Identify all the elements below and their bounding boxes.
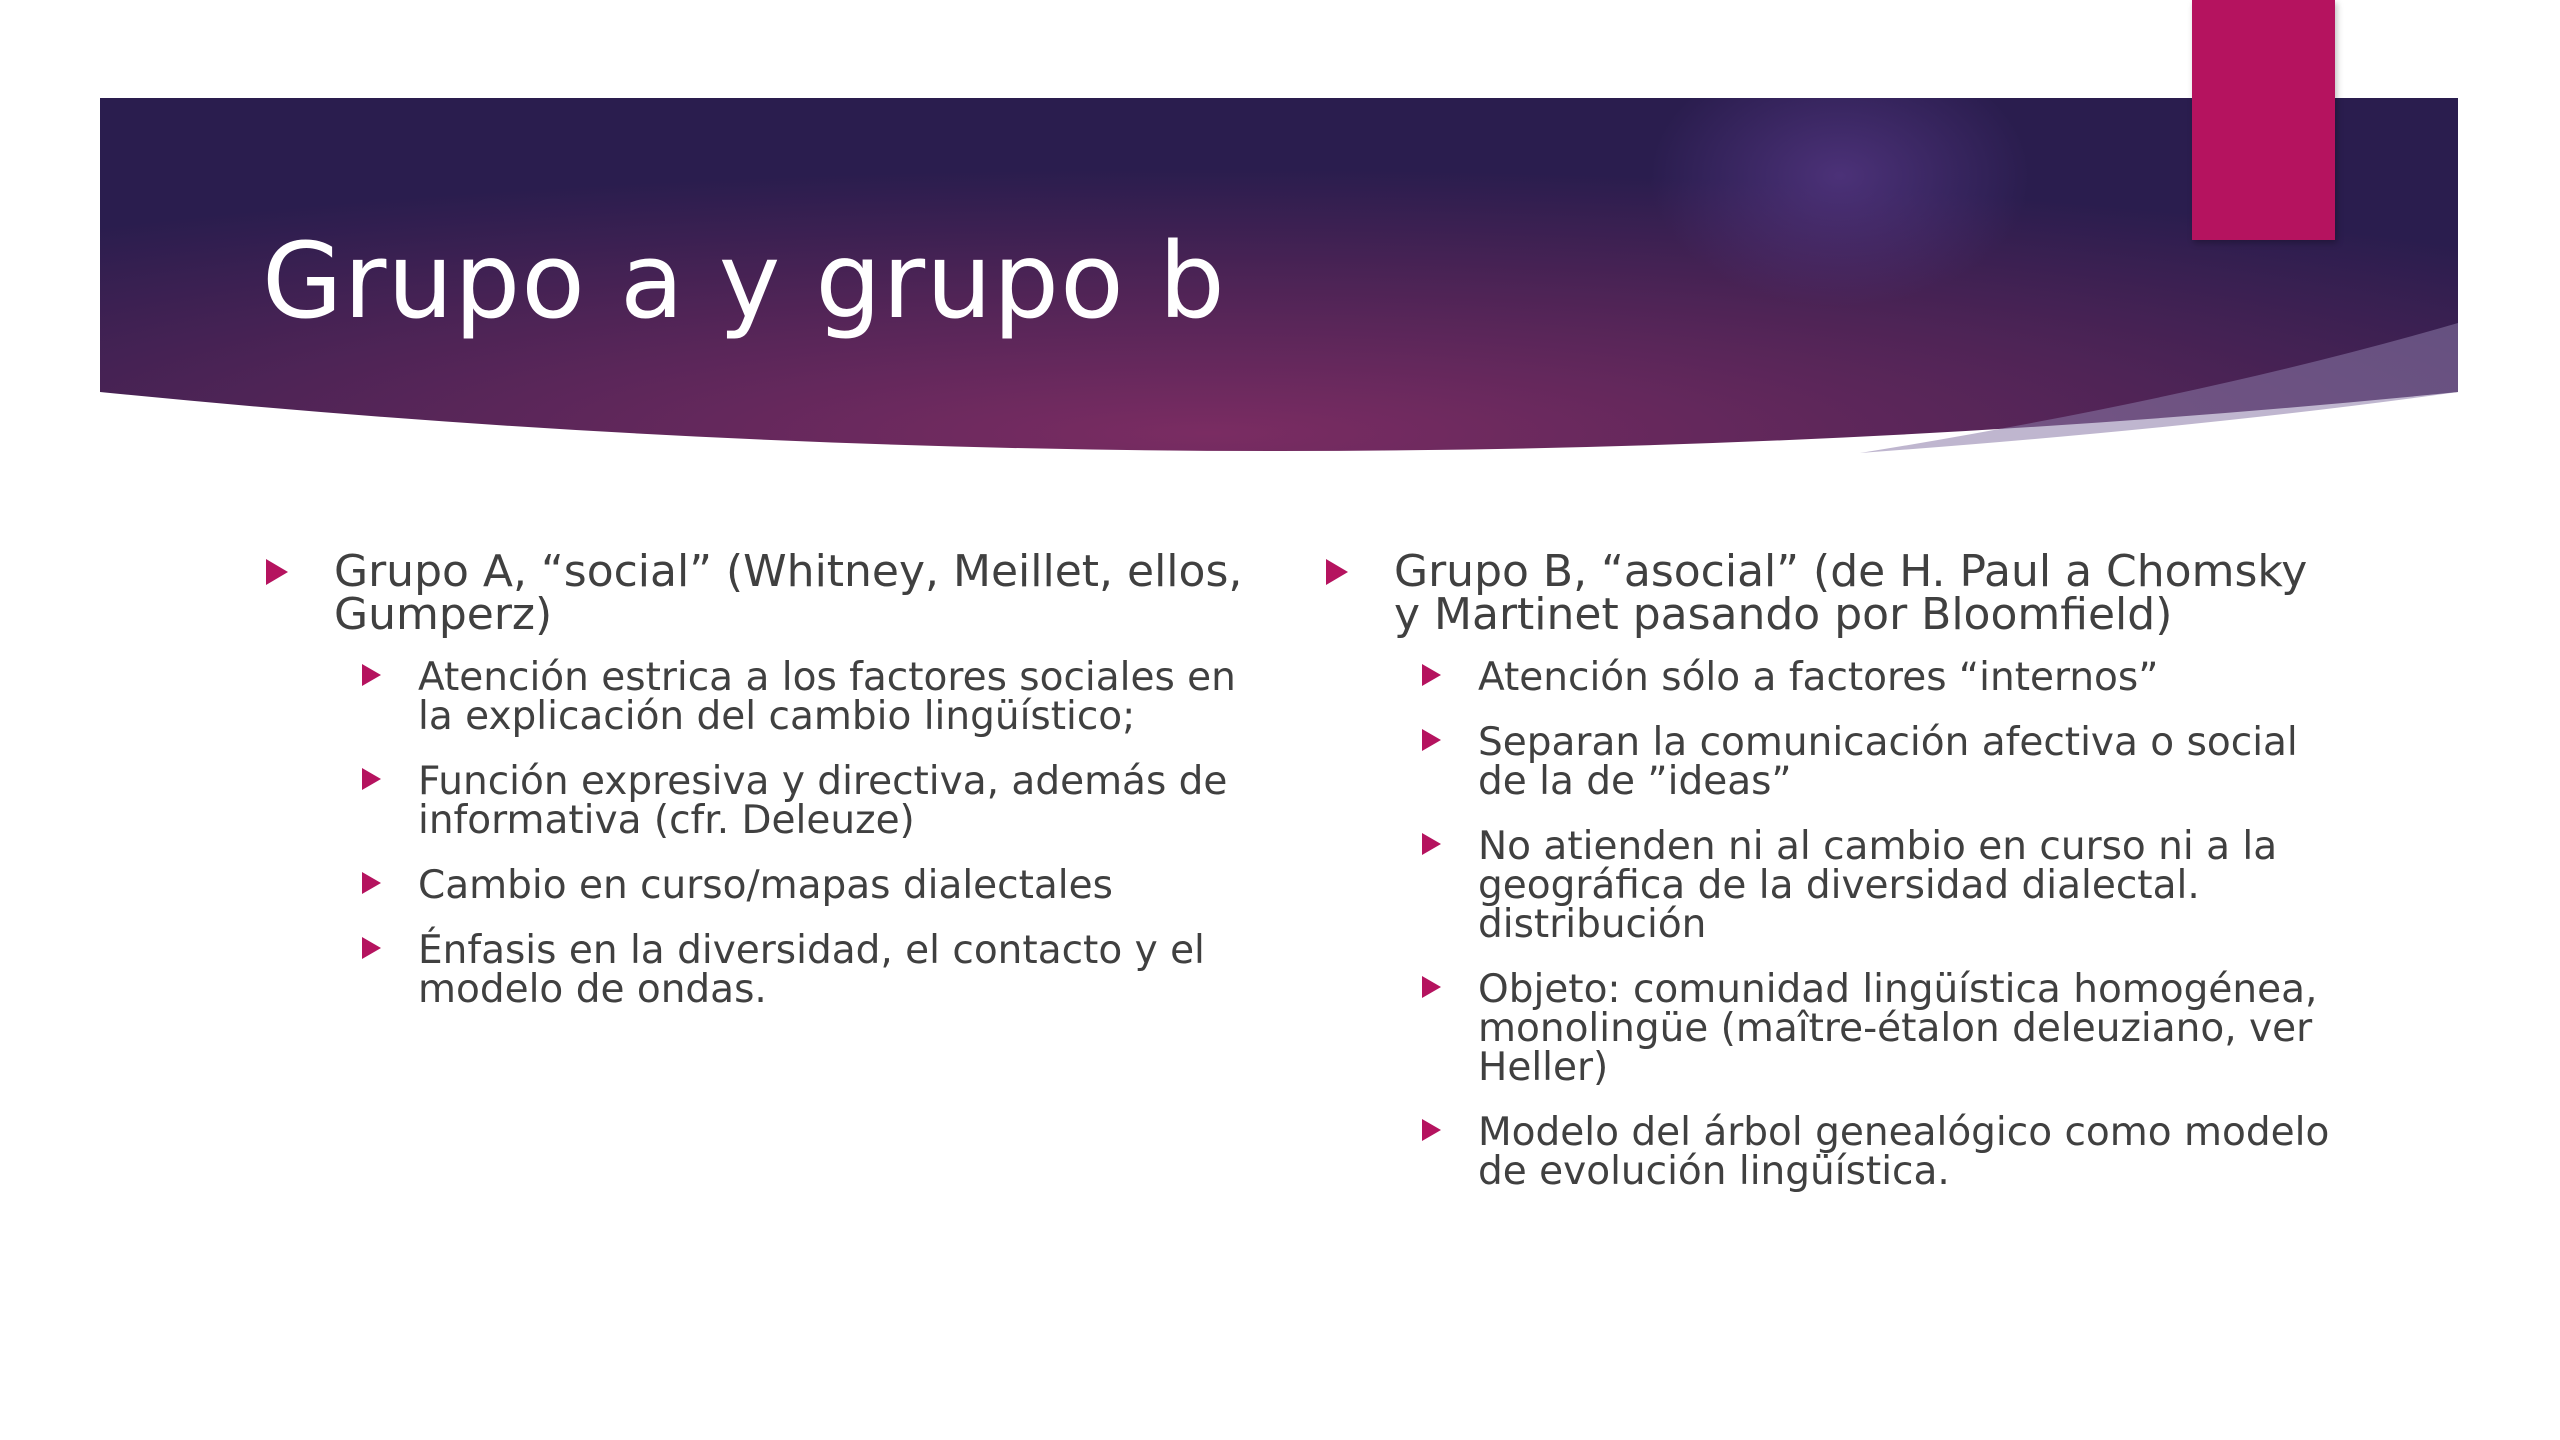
- right-item-text: Modelo del árbol genealógico como modelo de evolución lingüística.: [1478, 1110, 2330, 1194]
- triangle-bullet-icon: [1422, 664, 1441, 686]
- right-item: [1322, 655, 2332, 700]
- triangle-bullet-icon: [266, 559, 288, 585]
- right-column: [1322, 546, 2332, 1217]
- triangle-bullet-icon: [1326, 559, 1348, 585]
- right-heading-text: Grupo B, “asocial” (de H. Paul a Chomsky y Martinet pasando por Bloomfield): [1394, 546, 2308, 640]
- right-item-text: Separan la comunicación afectiva o social de la de ”ideas”: [1478, 720, 2298, 804]
- right-item: [1322, 967, 2332, 1090]
- accent-tab: [2192, 0, 2335, 240]
- left-item: [262, 655, 1262, 739]
- left-item-text: Énfasis en la diversidad, el contacto y el modelo de ondas.: [418, 928, 1205, 1012]
- right-heading-bullet: [1322, 546, 2332, 640]
- right-item: [1322, 1110, 2332, 1194]
- triangle-bullet-icon: [362, 872, 381, 894]
- left-heading-bullet: [262, 546, 1262, 640]
- triangle-bullet-icon: [1422, 729, 1441, 751]
- triangle-bullet-icon: [1422, 833, 1441, 855]
- left-item-text: Cambio en curso/mapas dialectales: [418, 863, 1113, 908]
- left-heading-text: Grupo A, “social” (Whitney, Meillet, ellos, Gumperz): [334, 546, 1243, 640]
- right-item: [1322, 824, 2332, 947]
- triangle-bullet-icon: [362, 937, 381, 959]
- slide-title: Grupo a y grupo b: [262, 220, 1226, 342]
- right-item-text: No atienden ni al cambio en curso ni a la geográfica de la diversidad dialectal. distribución: [1478, 824, 2278, 947]
- triangle-bullet-icon: [362, 664, 381, 686]
- left-column: [262, 546, 1262, 1035]
- left-item: [262, 928, 1262, 1012]
- right-item-text: Atención sólo a factores “internos”: [1478, 655, 2159, 700]
- left-item: [262, 863, 1262, 908]
- triangle-bullet-icon: [1422, 1119, 1441, 1141]
- triangle-bullet-icon: [362, 768, 381, 790]
- right-item-text: Objeto: comunidad lingüística homogénea, monolingüe (maître-étalon deleuziano, ver Heller): [1478, 967, 2318, 1090]
- right-item: [1322, 720, 2332, 804]
- triangle-bullet-icon: [1422, 976, 1441, 998]
- left-item-text: Atención estrica a los factores sociales en la explicación del cambio lingüístico;: [418, 655, 1236, 739]
- left-item: [262, 759, 1262, 843]
- left-item-text: Función expresiva y directiva, además de informativa (cfr. Deleuze): [418, 759, 1228, 843]
